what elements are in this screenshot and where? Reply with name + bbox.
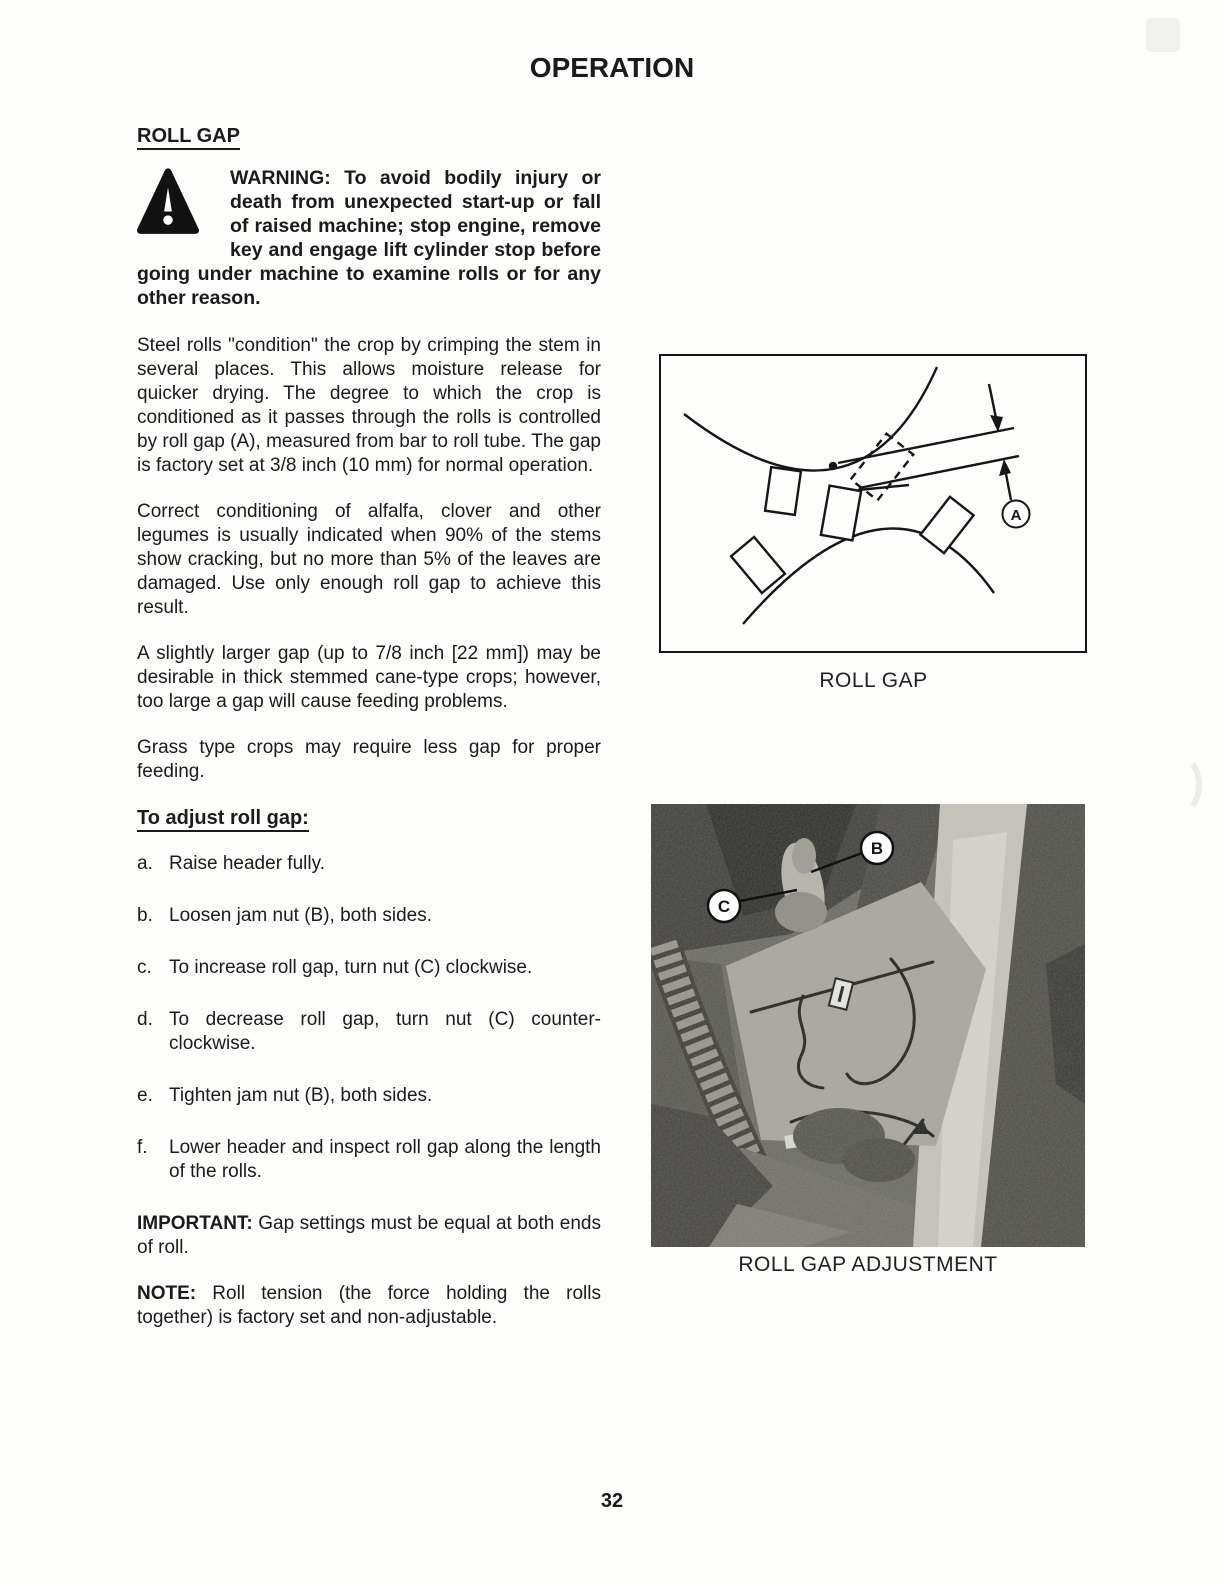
scan-smudge bbox=[1146, 18, 1180, 52]
step-text: Tighten jam nut (B), both sides. bbox=[169, 1085, 433, 1106]
scan-mark bbox=[1160, 755, 1202, 815]
step-item bbox=[137, 904, 601, 928]
body-paragraph: Grass type crops may require less gap for proper feeding. bbox=[137, 737, 601, 782]
text-column bbox=[137, 124, 601, 1352]
warning-text: WARNING: To avoid bodily injury or death from unexpected start-up or fall of raised machine; stop engine, remove key and engage lift cylinder stop before going under machine to examine rolls or for any other reason. bbox=[137, 167, 601, 309]
figure-roll-gap-adjustment bbox=[651, 804, 1085, 1277]
note-text: Roll tension (the force holding the rolls together) is factory set and non-adjustable. bbox=[137, 1283, 601, 1328]
warning-block bbox=[137, 166, 601, 310]
body-paragraph: A slightly larger gap (up to 7/8 inch [22 mm]) may be desirable in thick stemmed cane-type crops; however, too large a gap will cause feeding problems. bbox=[137, 643, 601, 712]
step-text: To decrease roll gap, turn nut (C) counter-clockwise. bbox=[169, 1009, 601, 1054]
figure-caption: ROLL GAP ADJUSTMENT bbox=[738, 1253, 998, 1276]
important-note bbox=[137, 1212, 601, 1260]
page-title: OPERATION bbox=[529, 52, 695, 83]
step-letter: f. bbox=[137, 1137, 148, 1158]
step-item bbox=[137, 852, 601, 876]
note bbox=[137, 1282, 601, 1330]
step-text: Loosen jam nut (B), both sides. bbox=[169, 905, 432, 926]
procedure-heading: To adjust roll gap: bbox=[137, 806, 601, 830]
page-number: 32 bbox=[600, 1490, 624, 1512]
body-paragraph: Correct conditioning of alfalfa, clover and other legumes is usually indicated when 90% of the stems show cracking, but no more than 5% of the leaves are damaged. Use only enough roll gap to achieve this result. bbox=[137, 501, 601, 618]
note-label: NOTE: bbox=[137, 1283, 197, 1304]
step-item bbox=[137, 1136, 601, 1184]
label-c: C bbox=[717, 897, 731, 916]
body-paragraph: Steel rolls "condition" the crop by crimping the stem in several places. This allows moisture release for quicker drying. The degree to which the crop is conditioned as it passes through the rolls is controlled by roll gap (A), measured from bar to roll tube. The gap is factory set at 3/8 inch (10 mm) for normal operation. bbox=[137, 335, 601, 476]
step-text: To increase roll gap, turn nut (C) clockwise. bbox=[169, 957, 533, 978]
warning-icon bbox=[137, 166, 230, 262]
figure-roll-gap bbox=[659, 354, 1088, 693]
step-text: Lower header and inspect roll gap along the length of the rolls. bbox=[169, 1137, 601, 1182]
label-b: B bbox=[870, 839, 884, 858]
step-letter: b. bbox=[137, 905, 153, 926]
section-heading: ROLL GAP bbox=[137, 124, 601, 148]
step-item bbox=[137, 1084, 601, 1108]
step-letter: c. bbox=[137, 957, 152, 978]
step-letter: d. bbox=[137, 1009, 153, 1030]
important-text: Gap settings must be equal at both ends of roll. bbox=[137, 1213, 601, 1258]
step-letter: e. bbox=[137, 1085, 153, 1106]
step-item bbox=[137, 1008, 601, 1056]
step-item bbox=[137, 956, 601, 980]
step-letter: a. bbox=[137, 853, 153, 874]
important-label: IMPORTANT: bbox=[137, 1213, 253, 1234]
step-text: Raise header fully. bbox=[169, 853, 325, 874]
figure-caption: ROLL GAP bbox=[819, 669, 928, 692]
roll-gap-diagram bbox=[659, 354, 1087, 653]
label-a: A bbox=[1010, 507, 1022, 524]
adjustment-photo bbox=[651, 804, 1085, 1247]
